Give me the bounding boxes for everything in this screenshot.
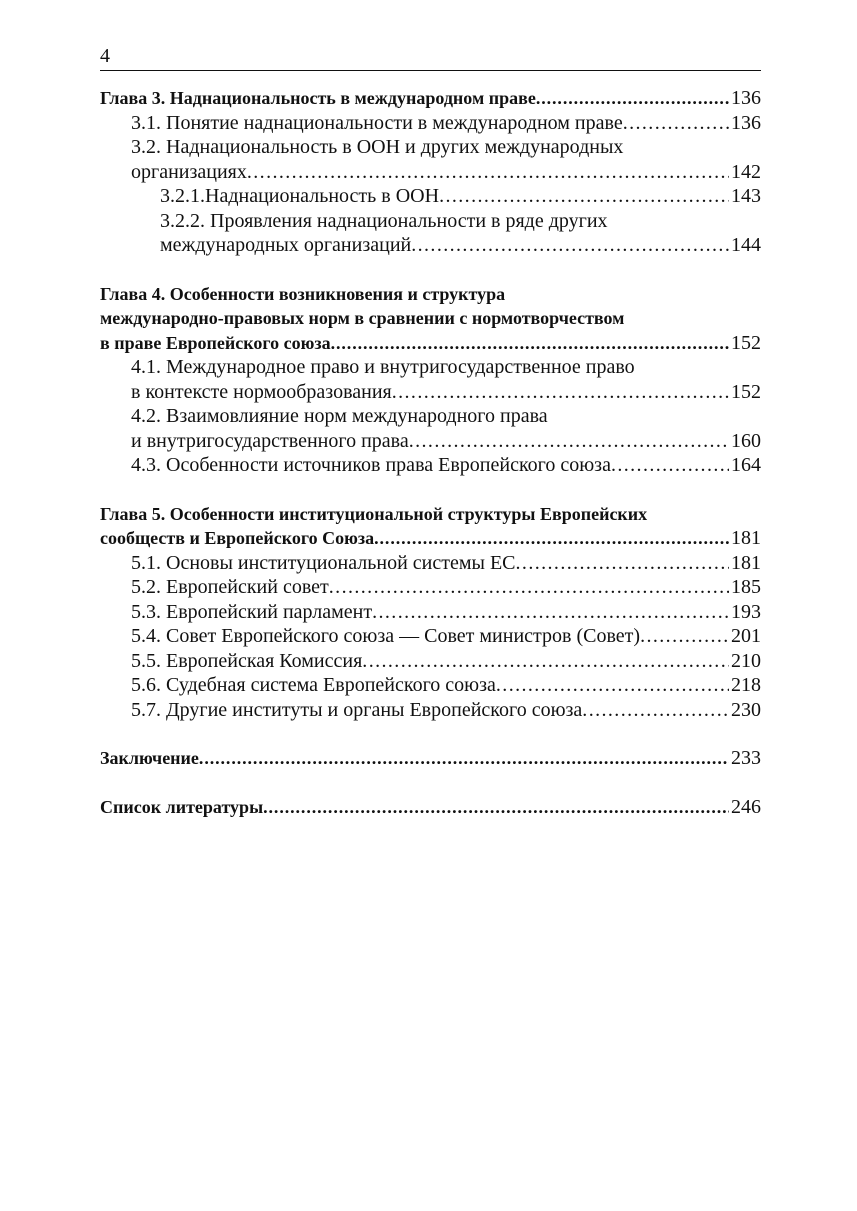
chapter-heading-text: в праве Европейского союза	[100, 332, 331, 353]
chapter-heading-text: сообществ и Европейского Союза	[100, 528, 375, 548]
toc-section[interactable]	[100, 673, 761, 698]
toc-section-page: 136	[731, 111, 761, 134]
toc-section-text: в контексте нормообразования	[131, 380, 392, 403]
leader-dots	[374, 526, 729, 551]
leader-dots	[623, 111, 729, 136]
chapter-heading-page: 246	[731, 795, 761, 818]
toc-section-text: 5.5. Европейская Комиссия	[131, 649, 363, 672]
leader-dots	[536, 86, 729, 111]
chapter-heading[interactable]	[100, 331, 761, 356]
toc-section[interactable]	[100, 429, 761, 454]
toc-section-page: 143	[731, 185, 761, 207]
leader-dots	[582, 698, 729, 723]
leader-dots	[329, 575, 729, 600]
toc-section-page: 218	[731, 674, 761, 696]
chapter-heading-text: Список литературы	[100, 796, 264, 817]
toc-chapter	[100, 795, 761, 820]
chapter-heading-line: Глава 4. Особенности возникновения и структура	[100, 283, 506, 304]
chapter-heading-text: Глава 3. Наднациональность в международном праве	[100, 88, 536, 108]
toc-section-page: 152	[731, 380, 761, 403]
table-of-contents	[100, 86, 761, 843]
toc-section-text: 3.1. Понятие наднациональности в международном праве	[131, 111, 623, 134]
leader-dots	[611, 453, 729, 478]
toc-section-page: 144	[731, 234, 761, 256]
section-line: 4.2. Взаимовлияние норм международного права	[131, 405, 548, 427]
toc-section-text: 5.3. Европейский парламент	[131, 600, 373, 623]
leader-dots	[516, 551, 729, 576]
toc-section[interactable]	[100, 160, 761, 185]
toc-chapter	[100, 746, 761, 771]
toc-section[interactable]	[100, 380, 761, 405]
section-line: 4.1. Международное право и внутригосударственное право	[131, 356, 635, 378]
toc-section-page: 210	[731, 649, 761, 672]
chapter-heading-page: 233	[731, 747, 761, 769]
leader-dots	[362, 649, 729, 674]
toc-section[interactable]	[100, 184, 761, 209]
toc-section-text: 5.7. Другие институты и органы Европейского союза	[131, 698, 583, 721]
toc-section-text: 3.2.1.Наднациональность в ООН	[160, 185, 440, 207]
toc-section[interactable]	[100, 600, 761, 625]
leader-dots	[411, 233, 729, 258]
chapter-heading[interactable]	[100, 86, 761, 111]
toc-section-text: и внутригосударственного права	[131, 429, 409, 452]
leader-dots	[331, 331, 729, 356]
toc-section-page: 181	[731, 551, 761, 574]
toc-chapter	[100, 86, 761, 258]
leader-dots	[439, 184, 729, 209]
toc-section[interactable]	[100, 575, 761, 600]
toc-section-text: 5.2. Европейский совет	[131, 576, 329, 598]
toc-section-text: 5.6. Судебная система Европейского союза	[131, 674, 496, 696]
leader-dots	[409, 429, 729, 454]
leader-dots	[496, 673, 729, 698]
toc-chapter	[100, 282, 761, 478]
chapter-heading-text: Заключение	[100, 748, 199, 768]
chapter-heading-page: 136	[731, 87, 761, 109]
leader-dots	[372, 600, 729, 625]
toc-section[interactable]	[100, 233, 761, 258]
toc-section-text: международных организаций	[160, 234, 412, 256]
chapter-heading-line: международно-правовых норм в сравнении с нормотворчеством	[100, 308, 625, 328]
toc-section[interactable]	[100, 453, 761, 478]
toc-section-page: 185	[731, 576, 761, 598]
toc-section[interactable]	[100, 698, 761, 723]
toc-section-text: организациях	[131, 160, 247, 183]
toc-section[interactable]	[100, 649, 761, 674]
leader-dots	[392, 380, 729, 405]
toc-section-text: 4.3. Особенности источников права Европейского союза	[131, 454, 611, 476]
toc-section[interactable]	[100, 551, 761, 576]
header-rule	[100, 70, 761, 71]
leader-dots	[263, 795, 729, 820]
toc-section-page: 193	[731, 600, 761, 623]
toc-section-page: 201	[731, 625, 761, 647]
leader-dots	[640, 624, 729, 649]
toc-section-page: 160	[731, 429, 761, 452]
chapter-heading-page: 152	[731, 331, 761, 354]
section-line: 3.2. Наднациональность в ООН и других международных	[131, 136, 624, 158]
section-line: 3.2.2. Проявления наднациональности в ряде других	[160, 209, 608, 232]
toc-section[interactable]	[100, 111, 761, 136]
toc-section-text: 5.1. Основы институциональной системы ЕС	[131, 551, 516, 574]
toc-section-page: 230	[731, 698, 761, 721]
chapter-heading[interactable]	[100, 795, 761, 820]
toc-section-page: 142	[731, 160, 761, 183]
leader-dots	[199, 746, 729, 771]
toc-section-text: 5.4. Совет Европейского союза — Совет министров (Совет)	[131, 625, 641, 647]
leader-dots	[247, 160, 729, 185]
toc-section[interactable]	[100, 624, 761, 649]
chapter-heading[interactable]	[100, 526, 761, 551]
toc-section-page: 164	[731, 454, 761, 476]
chapter-heading[interactable]	[100, 746, 761, 771]
chapter-heading-line: Глава 5. Особенности институциональной структуры Европейских	[100, 503, 648, 524]
toc-chapter	[100, 502, 761, 723]
page-number: 4	[100, 45, 110, 67]
chapter-heading-page: 181	[731, 527, 761, 549]
